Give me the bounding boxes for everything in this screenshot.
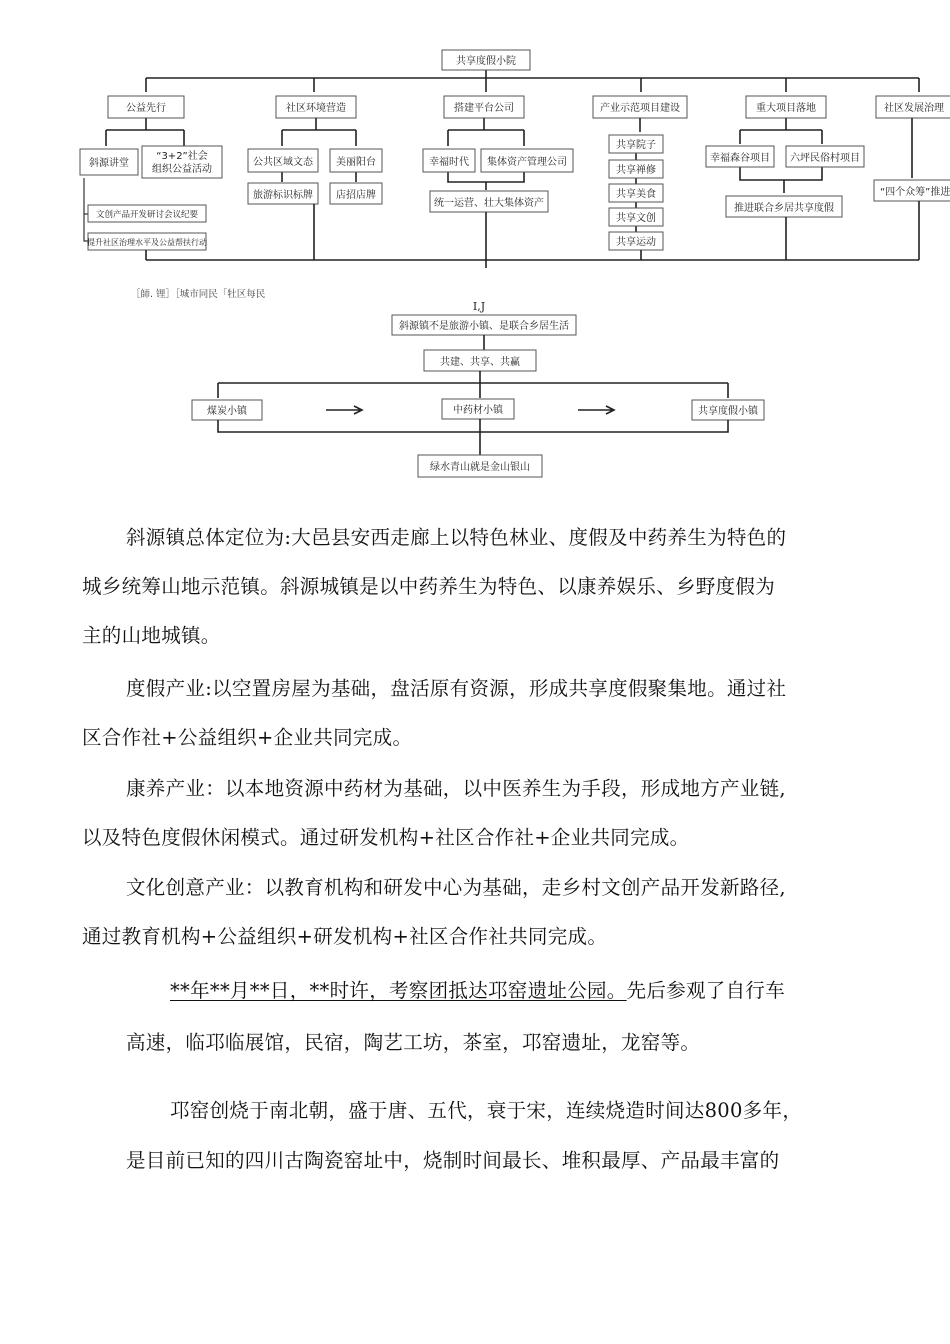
body-paragraph-line: 以及特色度假休闲模式。通过研发机构+社区合作社+企业共同完成。 xyxy=(82,826,690,849)
town-node-3 xyxy=(692,400,764,420)
svg-text:“四个众筹”推进: “四个众筹”推进 xyxy=(880,187,950,198)
svg-text:店招店牌: 店招店牌 xyxy=(336,190,376,201)
col1-head xyxy=(108,96,184,118)
connector xyxy=(106,118,184,146)
col4-child3 xyxy=(609,184,663,202)
svg-text:提升社区治理水平及公益帮扶行动: 提升社区治理水平及公益帮扶行动 xyxy=(87,238,207,247)
svg-text:旅游标识标牌: 旅游标识标牌 xyxy=(253,190,313,201)
org-diagram xyxy=(0,0,950,500)
svg-text:美丽阳台: 美丽阳台 xyxy=(336,157,376,168)
lower-bottom-node xyxy=(418,455,542,477)
svg-text:共享美食: 共享美食 xyxy=(616,189,656,200)
svg-text:幸福时代: 幸福时代 xyxy=(429,157,469,168)
col4-head xyxy=(593,96,687,118)
col3-sub1 xyxy=(430,191,548,212)
svg-text:煤炭小镇: 煤炭小镇 xyxy=(207,406,247,417)
svg-text:重大项目落地: 重大项目落地 xyxy=(756,103,816,114)
svg-text:斜源讲堂: 斜源讲堂 xyxy=(89,158,129,169)
col5-child1 xyxy=(706,146,774,167)
col5-sub1 xyxy=(726,196,842,217)
svg-text:中药材小镇: 中药材小镇 xyxy=(453,405,503,416)
town-node-2 xyxy=(442,399,514,419)
col3-head xyxy=(444,96,524,118)
body-paragraph-line: 通过教育机构+公益组织+研发机构+社区合作社共同完成。 xyxy=(82,925,608,948)
caption: ［師. 锂］［城市同民「牡区每民 xyxy=(131,289,266,300)
svg-text:推进联合乡居共享度假: 推进联合乡居共享度假 xyxy=(734,203,834,214)
svg-text:幸福森谷项目: 幸福森谷项目 xyxy=(710,153,770,164)
body-paragraph-line: 主的山地城镇。 xyxy=(82,624,221,647)
col4-child4 xyxy=(609,208,663,226)
svg-text:斜源镇不是旅游小镇、是联合乡居生活: 斜源镇不是旅游小镇、是联合乡居生活 xyxy=(399,321,569,332)
col6-head xyxy=(876,96,950,118)
town-node-1 xyxy=(192,400,262,420)
connector xyxy=(84,178,88,241)
history-paragraph-line: 是目前已知的四川古陶瓷窑址中，烧制时间最长、堆积最厚、产品最丰富的 xyxy=(126,1149,780,1172)
visit-underlined-text: **年**月**日，**时许，考察团抵达邛窑遗址公园。 xyxy=(170,979,627,1002)
root-node xyxy=(442,50,530,70)
col1-sub2 xyxy=(87,233,207,250)
col1-child1 xyxy=(80,149,138,175)
col4-child2 xyxy=(609,160,663,178)
svg-text:“3+2”社会: “3+2”社会 xyxy=(156,151,208,162)
body-paragraph-line: 斜源镇总体定位为:大邑县安西走廊上以特色林业、度假及中药养生为特色的 xyxy=(126,526,787,549)
col2-child2 xyxy=(330,149,382,172)
svg-text:共享院子: 共享院子 xyxy=(616,140,656,151)
visit-text: 先后参观了自行车 xyxy=(626,979,786,1002)
connector xyxy=(146,70,919,92)
col2-head xyxy=(276,96,356,118)
connector xyxy=(218,419,728,455)
svg-text:社区发展治理: 社区发展治理 xyxy=(884,103,944,114)
svg-text:绿水青山就是金山银山: 绿水青山就是金山银山 xyxy=(430,462,530,473)
col4-child1 xyxy=(609,135,663,153)
col1-child2 xyxy=(142,146,222,178)
col5-head xyxy=(746,96,826,118)
svg-text:六坪民俗村项目: 六坪民俗村项目 xyxy=(790,153,860,164)
body-paragraph-line: 文化创意产业：以教育机构和研发中心为基础，走乡村文创产品开发新路径, xyxy=(126,876,786,899)
svg-text:集体资产管理公司: 集体资产管理公司 xyxy=(487,157,567,168)
col2-child1 xyxy=(248,149,318,172)
svg-text:共享运动: 共享运动 xyxy=(616,237,656,248)
svg-text:统一运营、壮大集体资产: 统一运营、壮大集体资产 xyxy=(434,198,544,209)
marker-label: I,J xyxy=(472,300,486,313)
svg-text:共享禅修: 共享禅修 xyxy=(616,165,656,176)
body-paragraph-line: 区合作社+公益组织+企业共同完成。 xyxy=(82,726,413,749)
col3-child2 xyxy=(481,149,573,172)
lower-mid-node xyxy=(424,350,536,371)
visit-paragraph xyxy=(170,966,785,1015)
col5-child2 xyxy=(786,146,864,167)
visit-paragraph-line2: 高速，临邛临展馆，民宿，陶艺工坊，茶室，邛窑遗址，龙窑等。 xyxy=(126,1031,701,1054)
body-paragraph-line: 城乡统筹山地示范镇。斜源城镇是以中药养生为特色、以康养娱乐、乡野度假为 xyxy=(82,575,776,598)
history-paragraph-line: 邛窑创烧于南北朝，盛于唐、五代，衰于宋，连续烧造时间达800多年， xyxy=(170,1099,803,1122)
svg-text:共建、共享、共赢: 共建、共享、共赢 xyxy=(440,357,520,368)
col3-child1 xyxy=(423,149,475,172)
svg-text:产业示范项目建设: 产业示范项目建设 xyxy=(600,103,680,114)
col2-sub2 xyxy=(330,183,382,204)
svg-text:搭建平台公司: 搭建平台公司 xyxy=(454,103,514,114)
arrow-right xyxy=(578,406,614,414)
lower-top-node xyxy=(392,315,576,335)
svg-text:社区环境营造: 社区环境营造 xyxy=(286,103,346,114)
svg-text:共享文创: 共享文创 xyxy=(616,213,656,224)
svg-text:文创产品开发研讨会议纪要: 文创产品开发研讨会议纪要 xyxy=(95,210,199,220)
svg-text:组织公益活动: 组织公益活动 xyxy=(152,164,212,175)
svg-text:公益先行: 公益先行 xyxy=(126,103,166,114)
svg-text:共享度假小镇: 共享度假小镇 xyxy=(698,406,758,417)
col1-sub1 xyxy=(88,205,206,222)
svg-text:公共区域文态: 公共区域文态 xyxy=(253,157,313,168)
connector xyxy=(218,371,728,398)
col6-child1 xyxy=(874,180,950,201)
body-paragraph-line: 康养产业：以本地资源中药材为基础，以中医养生为手段，形成地方产业链, xyxy=(126,777,786,800)
svg-text:共享度假小院: 共享度假小院 xyxy=(456,56,516,67)
arrow-right xyxy=(326,406,362,414)
col2-sub1 xyxy=(248,183,318,204)
body-paragraph-line: 度假产业:以空置房屋为基础，盘活原有资源，形成共享度假聚集地。通过社 xyxy=(126,677,787,700)
col4-child5 xyxy=(609,232,663,250)
